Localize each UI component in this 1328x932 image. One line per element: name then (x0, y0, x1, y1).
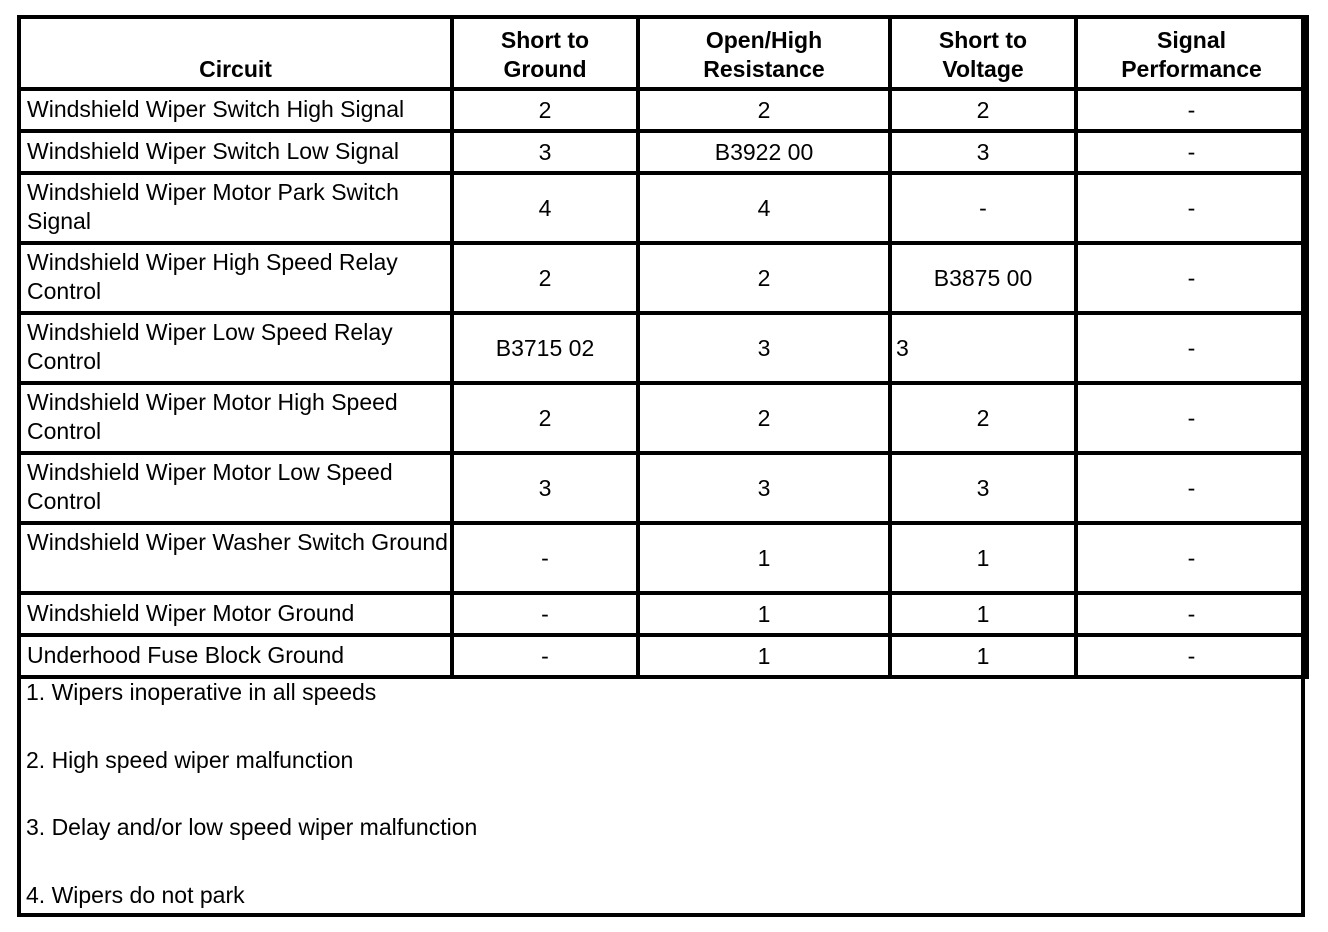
open-high-resistance-cell: 4 (638, 173, 890, 243)
short-to-voltage-cell: 1 (890, 593, 1076, 635)
open-high-resistance-cell: B3922 00 (638, 131, 890, 173)
table-row (19, 243, 1307, 313)
signal-performance-cell: - (1076, 313, 1307, 383)
short-to-voltage-cell: 3 (890, 313, 1076, 383)
table-row (19, 173, 1307, 243)
note-item: 4. Wipers do not park (26, 882, 245, 908)
signal-performance-cell: - (1076, 593, 1307, 635)
circuit-cell: Windshield Wiper Motor Park Switch Signal (19, 173, 452, 243)
signal-performance-cell: - (1076, 243, 1307, 313)
table-row (19, 383, 1307, 453)
signal-performance-cell: - (1076, 131, 1307, 173)
short-to-voltage-cell: 1 (890, 523, 1076, 593)
open-high-resistance-cell: 1 (638, 523, 890, 593)
short-to-ground-cell: B3715 02 (452, 313, 638, 383)
signal-performance-cell: - (1076, 635, 1307, 677)
short-to-voltage-cell: 1 (890, 635, 1076, 677)
short-to-ground-cell: - (452, 593, 638, 635)
short-to-ground-cell: - (452, 523, 638, 593)
note-item: 2. High speed wiper malfunction (26, 747, 354, 773)
circuit-cell: Windshield Wiper Motor Ground (19, 593, 452, 635)
circuit-symptom-table (17, 15, 1309, 679)
circuit-cell: Windshield Wiper Switch Low Signal (19, 131, 452, 173)
header-short-to-ground: Short to Ground (452, 17, 638, 89)
short-to-ground-cell: 4 (452, 173, 638, 243)
signal-performance-cell: - (1076, 453, 1307, 523)
header-short-to-voltage: Short to Voltage (890, 17, 1076, 89)
open-high-resistance-cell: 2 (638, 89, 890, 131)
short-to-voltage-cell: B3875 00 (890, 243, 1076, 313)
table-row (19, 523, 1307, 593)
table-row (19, 453, 1307, 523)
open-high-resistance-cell: 3 (638, 453, 890, 523)
header-row (19, 17, 1307, 89)
circuit-cell: Windshield Wiper Low Speed Relay Control (19, 313, 452, 383)
note-item: 1. Wipers inoperative in all speeds (26, 679, 377, 705)
short-to-ground-cell: - (452, 635, 638, 677)
open-high-resistance-cell: 1 (638, 635, 890, 677)
circuit-cell: Windshield Wiper Switch High Signal (19, 89, 452, 131)
signal-performance-cell: - (1076, 383, 1307, 453)
open-high-resistance-cell: 2 (638, 243, 890, 313)
circuit-cell: Windshield Wiper Motor Low Speed Control (19, 453, 452, 523)
signal-performance-cell: - (1076, 173, 1307, 243)
short-to-ground-cell: 3 (452, 131, 638, 173)
short-to-voltage-cell: 2 (890, 89, 1076, 131)
signal-performance-cell: - (1076, 523, 1307, 593)
short-to-ground-cell: 2 (452, 89, 638, 131)
short-to-voltage-cell: 3 (890, 453, 1076, 523)
header-open-high-resistance: Open/High Resistance (638, 17, 890, 89)
short-to-ground-cell: 2 (452, 383, 638, 453)
notes-section (21, 673, 1301, 913)
short-to-ground-cell: 3 (452, 453, 638, 523)
short-to-voltage-cell: 3 (890, 131, 1076, 173)
short-to-ground-cell: 2 (452, 243, 638, 313)
circuit-cell: Windshield Wiper High Speed Relay Control (19, 243, 452, 313)
open-high-resistance-cell: 3 (638, 313, 890, 383)
note-item: 3. Delay and/or low speed wiper malfunction (26, 814, 478, 840)
open-high-resistance-cell: 2 (638, 383, 890, 453)
short-to-voltage-cell: - (890, 173, 1076, 243)
table-row (19, 313, 1307, 383)
table-row (19, 89, 1307, 131)
circuit-cell: Underhood Fuse Block Ground (19, 635, 452, 677)
open-high-resistance-cell: 1 (638, 593, 890, 635)
table-row (19, 131, 1307, 173)
header-circuit: Circuit (19, 17, 452, 89)
circuit-cell: Windshield Wiper Motor High Speed Control (19, 383, 452, 453)
signal-performance-cell: - (1076, 89, 1307, 131)
circuit-cell: Windshield Wiper Washer Switch Ground (19, 523, 452, 593)
table-row (19, 635, 1307, 677)
header-signal-performance: Signal Performance (1076, 17, 1307, 89)
table-row (19, 593, 1307, 635)
short-to-voltage-cell: 2 (890, 383, 1076, 453)
